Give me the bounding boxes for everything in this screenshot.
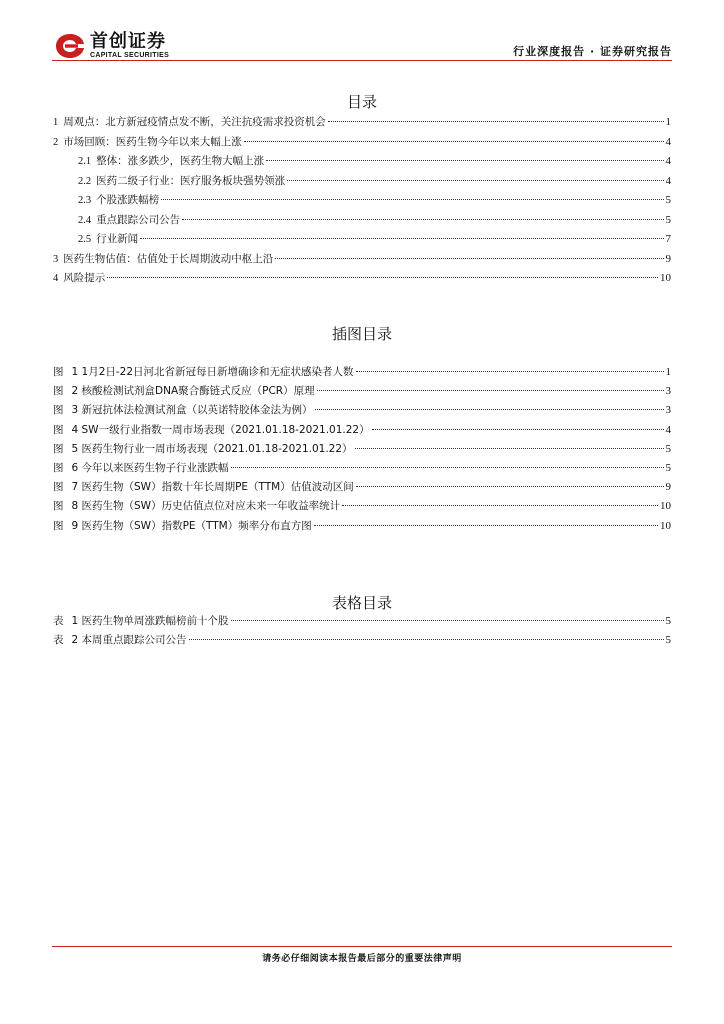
figure-entry-prefix: 图 — [53, 404, 64, 417]
figure-entry[interactable] — [53, 460, 671, 479]
toc-entry-text: 医药二级子行业：医疗服务板块强势领涨 — [96, 174, 286, 187]
table-entry[interactable] — [53, 613, 671, 632]
toc-entry[interactable] — [53, 231, 671, 251]
figure-entry[interactable] — [53, 383, 671, 402]
table-list — [53, 613, 671, 651]
figure-entry-prefix: 图 — [53, 481, 64, 494]
toc-entry[interactable] — [53, 173, 671, 193]
toc-entry-text: 行业新闻 — [96, 233, 139, 245]
toc-entry-page: 1 — [665, 116, 671, 128]
capital-securities-logo-icon — [54, 32, 86, 60]
report-type-label: 行业深度报告 · 证券研究报告 — [513, 45, 672, 58]
figure-entry-page: 9 — [665, 481, 671, 494]
dot-leader — [328, 121, 664, 122]
dot-leader — [275, 258, 663, 259]
toc-entry-number: 2.1 — [78, 156, 92, 167]
toc-entry-label — [78, 153, 264, 168]
toc-entry-text: 重点跟踪公司公告 — [96, 213, 181, 226]
figure-entry-page: 5 — [665, 461, 671, 474]
table-entry-page: 5 — [665, 615, 671, 627]
figure-entry-prefix: 图 — [53, 500, 64, 513]
dot-leader — [231, 620, 664, 621]
figure-entry-label: 5 医药生物行业一周市场表现（2021.01.18-2021.01.22） — [71, 442, 353, 455]
figure-entry-prefix: 图 — [53, 461, 64, 474]
toc-entry-number: 2 — [53, 136, 59, 148]
toc-entry-number: 2.4 — [78, 214, 92, 226]
figure-entry-prefix: 图 — [53, 442, 64, 455]
figure-entry-label: 9 医药生物（SW）指数PE（TTM）频率分布直方图 — [71, 519, 312, 532]
toc-entry-number: 2.5 — [78, 234, 92, 245]
toc-list — [53, 114, 671, 290]
figure-entry-label: 3 新冠抗体法检测试剂盒（以英诺特胶体金法为例） — [71, 404, 313, 417]
figure-entry-page: 3 — [665, 404, 671, 417]
figure-entry-label: 2 核酸检测试剂盒DNA聚合酶链式反应（PCR）原理 — [71, 385, 315, 398]
figure-entry-page: 3 — [665, 385, 671, 398]
figure-entry-label: 7 医药生物（SW）指数十年长周期PE（TTM）估值波动区间 — [71, 481, 354, 494]
toc-entry-page: 4 — [665, 135, 671, 148]
figure-entry-page: 10 — [660, 500, 671, 513]
dot-leader — [161, 199, 663, 200]
figure-entry[interactable] — [53, 422, 671, 441]
toc-entry-page: 5 — [665, 194, 671, 206]
toc-entry[interactable] — [53, 212, 671, 232]
toc-entry-page: 4 — [665, 155, 671, 167]
toc-entry-label — [53, 134, 242, 149]
dot-leader — [182, 219, 663, 220]
dot-leader — [140, 238, 663, 239]
figure-list — [53, 364, 671, 537]
figure-entry-prefix: 图 — [53, 423, 64, 436]
figure-list-title: 插图目录 — [331, 325, 392, 343]
table-entry-label: 2 本周重点跟踪公司公告 — [71, 634, 187, 647]
toc-entry[interactable] — [53, 153, 671, 173]
toc-entry-label — [53, 114, 326, 129]
figure-entry-label: 4 SW一级行业指数一周市场表现（2021.01.18-2021.01.22） — [71, 423, 370, 436]
legal-disclaimer: 请务必仔细阅读本报告最后部分的重要法律声明 — [262, 954, 462, 964]
table-entry-prefix: 表 — [53, 615, 64, 627]
figure-entry[interactable] — [53, 479, 671, 498]
figure-entry-page: 10 — [660, 519, 671, 532]
figure-entry-label: 8 医药生物（SW）历史估值点位对应未来一年收益率统计 — [71, 500, 341, 513]
toc-entry-page: 10 — [660, 272, 671, 284]
figure-entry-prefix: 图 — [53, 385, 64, 398]
dot-leader — [342, 505, 658, 506]
toc-entry-page: 5 — [665, 213, 671, 226]
figure-entry[interactable] — [53, 364, 671, 383]
toc-entry-label — [53, 270, 105, 285]
dot-leader — [266, 160, 663, 161]
toc-entry-text: 市场回顾：医药生物今年以来大幅上涨 — [63, 135, 242, 148]
table-entry[interactable] — [53, 632, 671, 651]
figure-entry-label: 1 1月2日-22日河北省新冠每日新增确诊和无症状感染者人数 — [71, 366, 354, 378]
dot-leader — [314, 525, 658, 526]
dot-leader — [356, 486, 664, 487]
dot-leader — [189, 639, 664, 640]
table-list-title: 表格目录 — [331, 594, 392, 612]
company-logo — [54, 32, 169, 60]
figure-entry[interactable] — [53, 498, 671, 517]
footer-divider — [52, 946, 672, 947]
figure-entry-prefix: 图 — [53, 519, 64, 532]
toc-entry[interactable] — [53, 270, 671, 290]
toc-entry-number: 2.2 — [78, 175, 92, 187]
toc-entry-label — [78, 212, 180, 227]
dot-leader — [231, 467, 664, 468]
toc-entry-label — [78, 192, 159, 207]
figure-entry-page: 4 — [665, 423, 671, 436]
dot-leader — [355, 448, 664, 449]
figure-entry[interactable] — [53, 518, 671, 537]
logo-english-name: CAPITAL SECURITIES — [90, 52, 170, 59]
toc-entry-text: 周观点：北方新冠疫情点发不断，关注抗疫需求投资机会 — [63, 116, 326, 128]
dot-leader — [287, 180, 663, 181]
toc-entry-text: 风险提示 — [63, 272, 106, 284]
dot-leader — [372, 429, 664, 430]
toc-entry-text: 整体：涨多跌少，医药生物大幅上涨 — [96, 155, 265, 167]
figure-entry-page: 1 — [665, 366, 671, 378]
toc-entry-page: 9 — [665, 252, 671, 265]
toc-entry-number: 3 — [53, 253, 59, 265]
toc-entry[interactable] — [53, 251, 671, 271]
table-entry-prefix: 表 — [53, 634, 64, 647]
dot-leader — [315, 409, 664, 410]
dot-leader — [356, 371, 664, 372]
toc-entry[interactable] — [53, 114, 671, 134]
toc-entry-page: 7 — [665, 233, 671, 245]
figure-entry-prefix: 图 — [53, 366, 64, 378]
figure-entry[interactable] — [53, 402, 671, 421]
toc-entry-label — [78, 173, 285, 188]
toc-entry-number: 1 — [53, 117, 59, 128]
figure-entry-page: 5 — [665, 442, 671, 455]
figure-entry[interactable] — [53, 441, 671, 460]
toc-entry-number: 2.3 — [78, 195, 92, 206]
toc-entry[interactable] — [53, 134, 671, 154]
toc-entry[interactable] — [53, 192, 671, 212]
toc-entry-number: 4 — [53, 273, 59, 284]
toc-entry-page: 4 — [665, 174, 671, 187]
toc-title: 目录 — [346, 93, 377, 111]
toc-entry-label — [53, 251, 273, 266]
logo-chinese-name: 首创证券 — [90, 31, 166, 52]
toc-entry-text: 个股涨跌幅榜 — [96, 194, 160, 206]
figure-entry-label: 6 今年以来医药生物子行业涨跌幅 — [71, 461, 229, 474]
table-entry-page: 5 — [665, 634, 671, 647]
dot-leader — [244, 141, 664, 142]
table-entry-label: 1 医药生物单周涨跌幅榜前十个股 — [71, 615, 229, 627]
toc-entry-label — [78, 231, 138, 246]
toc-entry-text: 医药生物估值：估值处于长周期波动中枢上沿 — [63, 252, 274, 265]
dot-leader — [107, 277, 658, 278]
dot-leader — [317, 390, 664, 391]
header-divider — [52, 60, 672, 61]
